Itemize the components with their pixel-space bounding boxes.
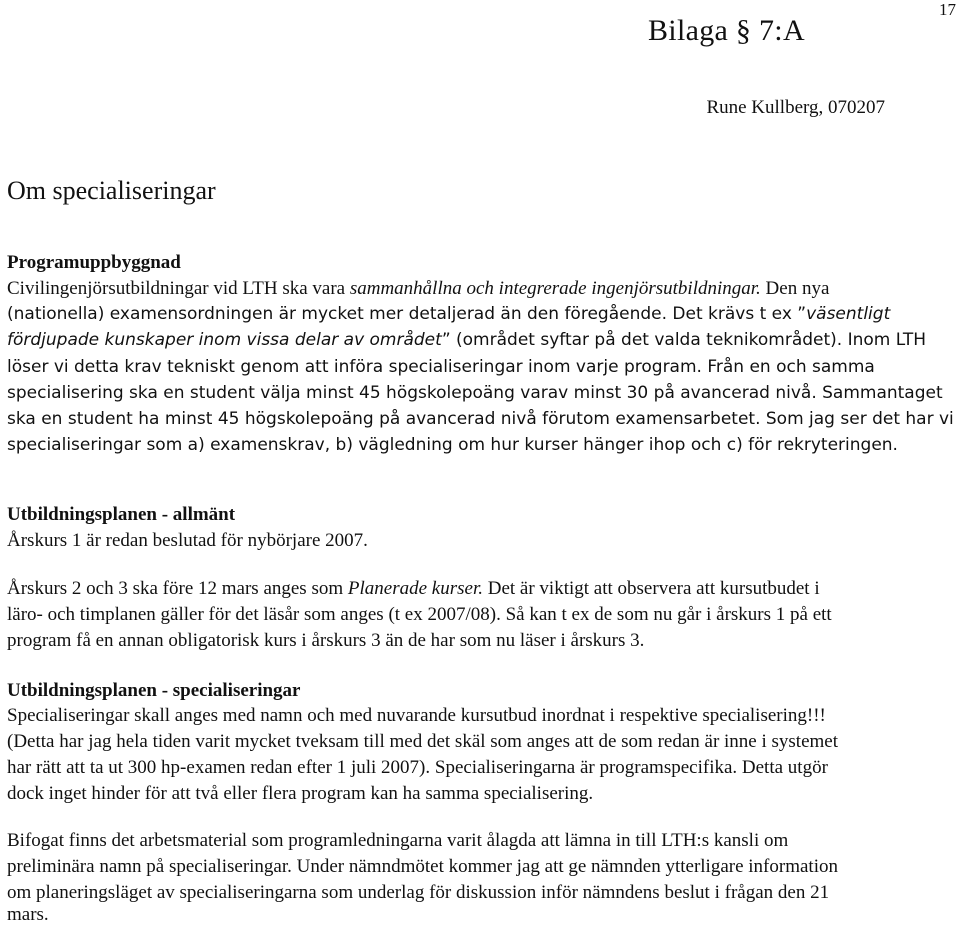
paragraph-line: Årskurs 1 är redan beslutad för nybörjare 2007. — [7, 530, 368, 551]
page-number: 17 — [939, 0, 956, 19]
paragraph-line: läro- och timplanen gäller för det läsår som anges (t ex 2007/08). Så kan t ex de som nu går i årskurs 1 på ett — [7, 604, 832, 625]
paragraph-line: löser vi detta krav tekniskt genom att införa specialiseringar inom varje program. Från en och samma — [7, 357, 875, 377]
paragraph-line — [7, 304, 890, 324]
text-span: Det är viktigt att observera att kursutbudet i — [482, 578, 820, 599]
paragraph-line: om planeringsläget av specialiseringarna som underlag för diskussion inför nämndens beslut i frågan den 21 — [7, 882, 830, 903]
text-span: Årskurs 2 och 3 ska före 12 mars anges som — [7, 578, 348, 599]
paragraph-line — [7, 278, 829, 300]
text-span: ” (området syftar på det valda teknikområdet). Inom LTH — [441, 330, 927, 350]
appendix-label: Bilaga § 7:A — [648, 14, 805, 47]
document-title: Om specialiseringar — [7, 176, 216, 205]
section-heading-programuppbyggnad: Programuppbyggnad — [7, 252, 181, 273]
paragraph-line — [7, 578, 820, 600]
paragraph-line: mars. — [7, 904, 49, 925]
author-date-line: Rune Kullberg, 070207 — [706, 97, 885, 118]
text-span: Den nya — [760, 278, 830, 299]
emphasis-text: väsentligt — [806, 304, 891, 324]
paragraph-line: program få en annan obligatorisk kurs i årskurs 3 än de har som nu läser i årskurs 3. — [7, 630, 645, 651]
text-span: Civilingenjörsutbildningar vid LTH ska vara — [7, 278, 350, 299]
paragraph-line: specialiseringar som a) examenskrav, b) vägledning om hur kurser hänger ihop och c) för rekryteringen. — [7, 435, 898, 455]
paragraph-line: specialisering ska en student välja minst 45 högskolepoäng varav minst 30 på avancerad nivå. Sammantaget — [7, 383, 943, 403]
emphasis-text: Planerade kurser. — [347, 578, 483, 599]
paragraph-line: dock inget hinder för att två eller flera program kan ha samma specialisering. — [7, 783, 594, 804]
paragraph-line: har rätt att ta ut 300 hp-examen redan efter 1 juli 2007). Specialiseringarna är programspecifika. Detta utgör — [7, 757, 828, 778]
paragraph-line: (Detta har jag hela tiden varit mycket tveksam till med det skäl som anges att de som redan är inne i systemet — [7, 731, 838, 752]
paragraph-line: Specialiseringar skall anges med namn och med nuvarande kursutbud inordnat i respektive specialisering!!! — [7, 705, 826, 726]
emphasis-text: sammanhållna och integrerade ingenjörsutbildningar. — [349, 278, 761, 299]
paragraph-line: preliminära namn på specialiseringar. Under nämndmötet kommer jag att ge nämnden ytterligare information — [7, 856, 838, 877]
paragraph-line: Bifogat finns det arbetsmaterial som programledningarna varit ålagda att lämna in till LTH:s kansli om — [7, 830, 789, 851]
section-heading-allmant: Utbildningsplanen - allmänt — [7, 504, 236, 525]
paragraph-line: ska en student ha minst 45 högskolepoäng på avancerad nivå förutom examensarbetet. Som jag ser det har vi — [7, 409, 954, 429]
paragraph-line — [7, 330, 926, 350]
emphasis-text: fördjupade kunskaper inom vissa delar av området — [7, 330, 442, 350]
section-heading-specialiseringar: Utbildningsplanen - specialiseringar — [7, 680, 301, 701]
text-span: (nationella) examensordningen är mycket mer detaljerad än den föregående. Det krävs t ex ” — [7, 304, 807, 324]
